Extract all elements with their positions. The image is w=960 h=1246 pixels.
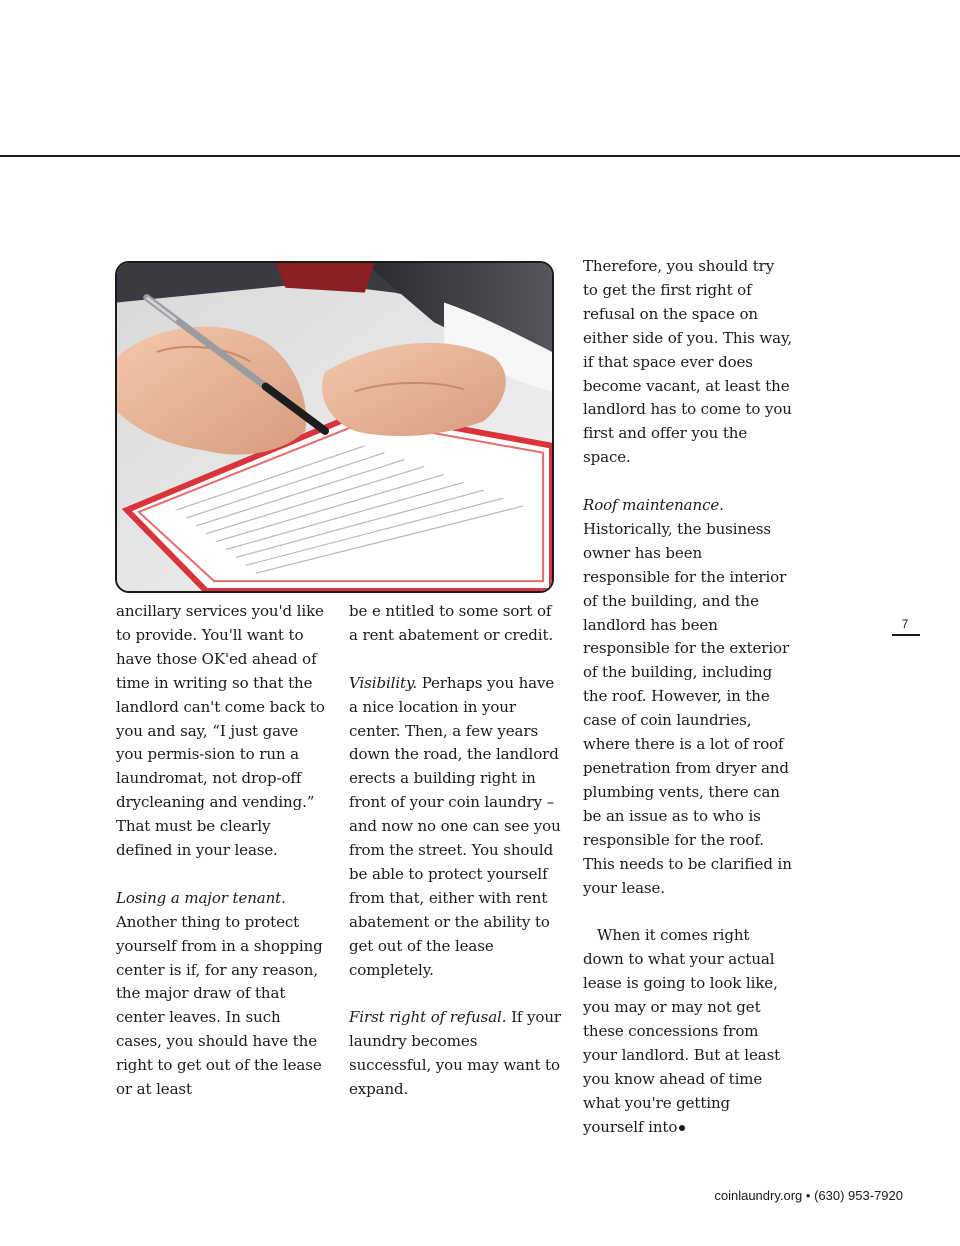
- text-column-2: [349, 600, 561, 1102]
- column2-paragraph-1: be e ntitled to some sort of a rent abatement or credit.: [349, 602, 554, 644]
- losing-major-tenant-body: Another thing to protect yourself from in a shopping center is if, for any reason, the major draw of that center leaves. In such cases, you should have the right to get out of the lease or at least: [116, 912, 323, 1099]
- photo-illustration: [117, 263, 552, 591]
- roof-maintenance-body: Historically, the business owner has been responsible for the interior of the building, and the landlord has been responsible for the exterior of the building, including the roof. However, in the case of coin laundries, where there is a lot of roof penetration from dryer and plumbing vents, there can be an issue as to who is responsible for the roof. This needs to be clarified in your lease.: [583, 519, 792, 897]
- column1-paragraph-1: ancillary services you'd like to provide. You'll want to have those OK'ed ahead of time in writing so that the landlord can't come back to you and say, “I just gave you permis-sion to run a laundromat, not drop-off drycleaning and vending.” That must be clearly defined in your lease.: [116, 602, 325, 860]
- column2-paragraph-3: [349, 1006, 561, 1102]
- footer-separator: •: [805, 1188, 811, 1203]
- losing-major-tenant-heading: Losing a major tenant.: [116, 888, 286, 907]
- roof-maintenance-heading: Roof maintenance.: [583, 496, 724, 515]
- column3-paragraph-2: [583, 494, 793, 900]
- page-number: 7: [901, 617, 909, 631]
- footer-contact: [714, 1188, 903, 1203]
- first-right-of-refusal-heading: First right of refusal.: [349, 1008, 507, 1027]
- column3-paragraph-3: [583, 924, 793, 1139]
- header-divider: [0, 155, 960, 157]
- first-right-of-refusal-body: If your laundry becomes successful, you may want to expand.: [349, 1008, 561, 1099]
- column1-paragraph-2: [116, 887, 328, 1102]
- text-column-3: [583, 255, 793, 1140]
- page-number-underline: [892, 634, 920, 636]
- closing-text: When it comes right down to what your actual lease is going to look like, you may or may not get these concessions from your landlord. But at least you know ahead of time what you're getting yourself into: [583, 926, 781, 1136]
- footer-website: coinlaundry.org: [714, 1188, 803, 1203]
- visibility-body: Perhaps you have a nice location in your center. Then, a few years down the road, the landlord erects a building right in front of your coin laundry – and now no one can see you from the street. You should be able to protect yourself from that, either with rent abatement or the ability to get out of the lease completely.: [349, 673, 561, 979]
- footer-phone: (630) 953-7920: [814, 1188, 903, 1203]
- visibility-heading: Visibility.: [349, 673, 418, 692]
- column3-paragraph-1: Therefore, you should try to get the first right of refusal on the space on either side of you. This way, if that space ever does become vacant, at least the landlord has to come to you first and offer you the space.: [583, 257, 793, 467]
- column2-paragraph-2: [349, 672, 561, 983]
- lease-signing-photo: [115, 261, 554, 593]
- end-of-article-bullet-icon: [679, 1125, 685, 1131]
- text-column-1: [116, 600, 328, 1102]
